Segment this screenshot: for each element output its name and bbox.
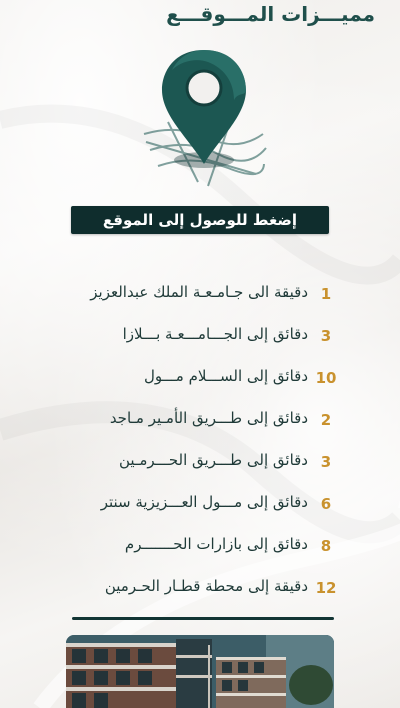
minutes-number: 6 <box>320 495 332 513</box>
navigate-to-location-button[interactable]: إضغط للوصول إلى الموقع <box>71 206 329 234</box>
list-item <box>0 317 400 357</box>
feature-text: دقيقة الى جـامـعـة الملك عبدالعزيز <box>90 283 308 301</box>
list-item <box>0 443 400 483</box>
minutes-number: 2 <box>320 411 332 429</box>
list-item <box>0 401 400 441</box>
building-photo <box>66 635 334 708</box>
list-item <box>0 275 400 315</box>
list-item <box>0 569 400 609</box>
feature-text: دقائق إلى مـــول العـــزيزية سنتر <box>100 493 308 511</box>
feature-text: دقائق إلى الجـــامـــعـة بـــلازا <box>122 325 308 343</box>
list-item <box>0 359 400 399</box>
minutes-number: 1 <box>320 285 332 303</box>
feature-text: دقائق إلى بازارات الحـــــــرم <box>124 535 308 553</box>
section-divider <box>72 617 334 620</box>
minutes-number: 10 <box>315 369 337 387</box>
feature-text: دقائق إلى طـــريق الحـــرمـين <box>119 451 308 469</box>
building-illustration <box>66 635 334 708</box>
list-item <box>0 527 400 567</box>
minutes-number: 3 <box>320 327 332 345</box>
list-item <box>0 485 400 525</box>
minutes-number: 8 <box>320 537 332 555</box>
location-pin-icon <box>138 42 268 190</box>
map-pin-graphic <box>138 42 268 190</box>
feature-text: دقيقة إلى محطة قطـار الحـرمين <box>104 577 308 595</box>
page-title: مميـــزات المـــوقـــع <box>166 2 375 26</box>
minutes-number: 12 <box>315 579 337 597</box>
minutes-number: 3 <box>320 453 332 471</box>
feature-text: دقائق إلى طـــريق الأمـير مـاجد <box>109 409 308 427</box>
feature-text: دقائق إلى الســـلام مـــول <box>143 367 308 385</box>
